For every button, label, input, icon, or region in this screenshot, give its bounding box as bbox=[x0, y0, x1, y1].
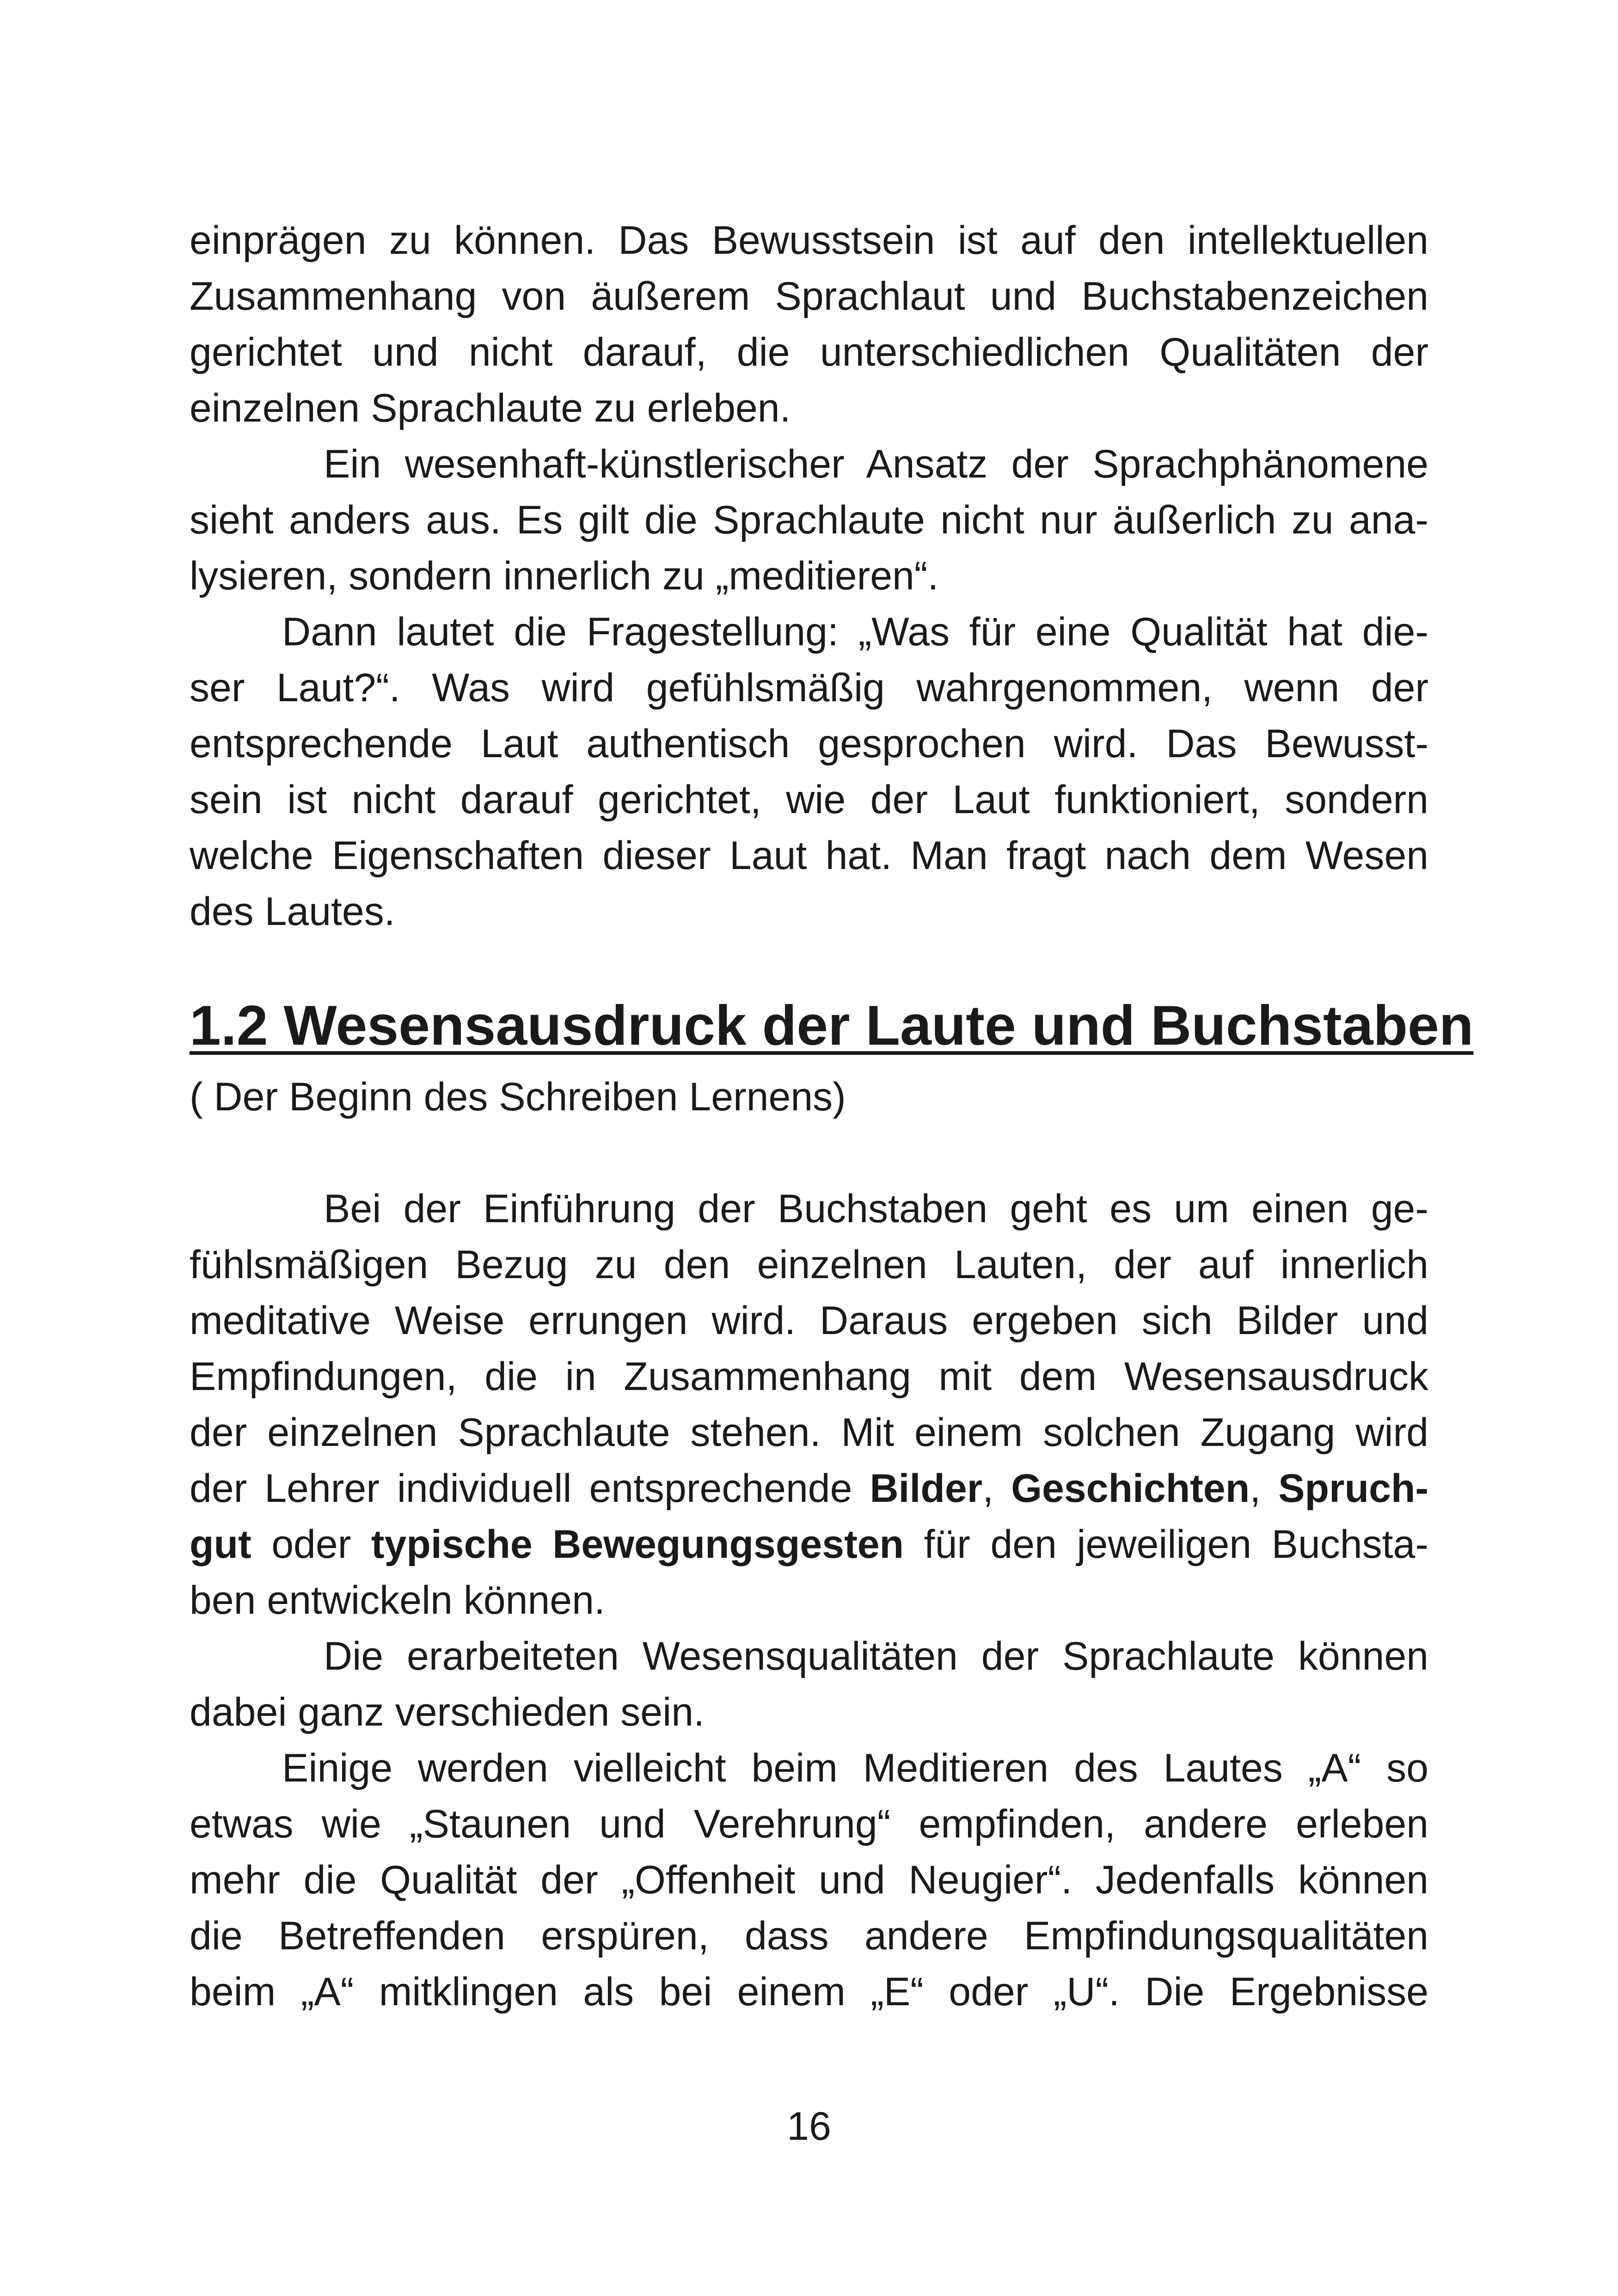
section-subtitle: ( Der Beginn des Schreiben Lernens) bbox=[190, 1075, 846, 1119]
text-line: die Betreffenden erspüren, dass andere Empfindungsqualitäten bbox=[190, 1914, 1428, 1958]
page-number: 16 bbox=[787, 2104, 831, 2149]
text-line: ser Laut?“. Was wird gefühlsmäßig wahrgenommen, wenn der bbox=[190, 666, 1428, 710]
bold-term-spruchgut-end: gut bbox=[190, 1522, 251, 1567]
text-line bbox=[190, 1461, 1428, 1517]
text-run: , bbox=[982, 1466, 1011, 1511]
text-line: gerichtet und nicht darauf, die unterschiedlichen Qualitäten der bbox=[190, 330, 1428, 374]
paragraph-artistic-approach bbox=[190, 436, 1428, 604]
text-line: dabei ganz verschieden sein. bbox=[190, 1690, 705, 1734]
text-run: oder bbox=[251, 1522, 371, 1567]
spacer bbox=[190, 1125, 1428, 1181]
text-line: Zusammenhang von äußerem Sprachlaut und Buchstabenzeichen bbox=[190, 274, 1428, 318]
text-line: meditative Weise errungen wird. Daraus ergeben sich Bilder und bbox=[190, 1298, 1428, 1343]
text-line: Empfindungen, die in Zusammenhang mit dem Wesensausdruck bbox=[190, 1354, 1428, 1399]
paragraph-question bbox=[190, 604, 1428, 940]
text-line: mehr die Qualität der „Offenheit und Neugier“. Jedenfalls können bbox=[190, 1858, 1428, 1902]
text-line: Einige werden vielleicht beim Meditieren des Lautes „A“ so bbox=[282, 1746, 1428, 1790]
text-line: einzelnen Sprachlaute zu erleben. bbox=[190, 386, 791, 430]
text-line: fühlsmäßigen Bezug zu den einzelnen Lauten, der auf innerlich bbox=[190, 1243, 1428, 1287]
paragraph-introduction-letters bbox=[190, 1181, 1428, 1629]
text-run: für den jeweiligen Buchsta- bbox=[904, 1522, 1428, 1567]
text-line: lysieren, sondern innerlich zu „meditieren“. bbox=[190, 554, 939, 598]
page-content bbox=[190, 213, 1474, 2020]
text-line bbox=[190, 1517, 1428, 1573]
text-run: , bbox=[1250, 1466, 1279, 1511]
text-line: entsprechende Laut authentisch gesprochen wird. Das Bewusst- bbox=[190, 722, 1428, 766]
text-line: sieht anders aus. Es gilt die Sprachlaute nicht nur äußerlich zu ana- bbox=[190, 498, 1428, 542]
paragraph-qualities bbox=[190, 1629, 1428, 1740]
paragraph-meditation-example bbox=[190, 1740, 1428, 2020]
text-line: Dann lautet die Fragestellung: „Was für eine Qualität hat die- bbox=[282, 610, 1428, 654]
text-run: der Lehrer individuell entsprechende bbox=[190, 1466, 870, 1511]
text-line: etwas wie „Staunen und Verehrung“ empfinden, andere erleben bbox=[190, 1802, 1428, 1846]
text-line: ben entwickeln können. bbox=[190, 1578, 605, 1623]
text-line: welche Eigenschaften dieser Laut hat. Man fragt nach dem Wesen bbox=[190, 833, 1428, 878]
text-line: Die erarbeiteten Wesensqualitäten der Sprachlaute können bbox=[324, 1634, 1428, 1678]
bold-term-bewegungsgesten: typische Bewegungsgesten bbox=[371, 1522, 904, 1567]
text-line: beim „A“ mitklingen als bei einem „E“ oder „U“. Die Ergebnisse bbox=[190, 1970, 1428, 2014]
bold-term-geschichten: Geschichten bbox=[1011, 1466, 1250, 1511]
text-line: einprägen zu können. Das Bewusstsein ist auf den intellektuellen bbox=[190, 218, 1428, 263]
text-line: des Lautes. bbox=[190, 889, 395, 934]
text-line: der einzelnen Sprachlaute stehen. Mit einem solchen Zugang wird bbox=[190, 1410, 1428, 1455]
bold-term-spruchgut: Spruch- bbox=[1278, 1466, 1429, 1511]
paragraph-intro-continuation bbox=[190, 213, 1428, 436]
section-heading: 1.2 Wesensausdruck der Laute und Buchstaben bbox=[190, 994, 1474, 1057]
text-line: Ein wesenhaft-künstlerischer Ansatz der Sprachphänomene bbox=[324, 442, 1428, 486]
bold-term-bilder: Bilder bbox=[870, 1466, 983, 1511]
text-line: sein ist nicht darauf gerichtet, wie der Laut funktioniert, sondern bbox=[190, 778, 1428, 822]
text-line: Bei der Einführung der Buchstaben geht es um einen ge- bbox=[324, 1187, 1428, 1231]
